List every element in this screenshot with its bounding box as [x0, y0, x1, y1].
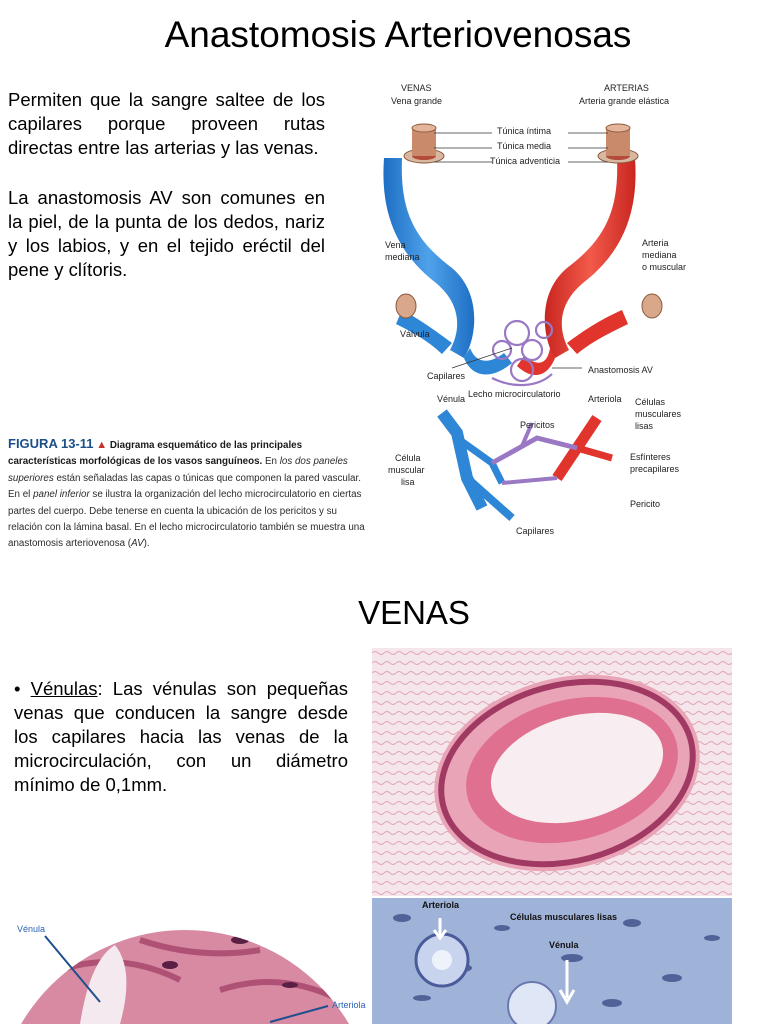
figure-triangle-icon: ▲ [96, 439, 108, 451]
label-arteria-grande: Arteria grande elástica [579, 96, 670, 106]
label-celula-lisa-1: Célula [395, 453, 421, 463]
label-capilares-bottom: Capilares [516, 526, 555, 536]
bullet-venulas [14, 677, 348, 797]
label-lecho-microcirculatorio: Lecho microcirculatorio [468, 389, 561, 399]
label-venula-left: Vénula [17, 924, 46, 934]
figure-caption [8, 436, 370, 553]
histology-circle-image [0, 910, 372, 1024]
figure-heading: Diagrama esquemático de las principales características morfológicas de los vasos sanguíneos. [8, 440, 303, 468]
label-vena-mediana-1: Vena [385, 240, 406, 250]
slide-title-anastomosis: Anastomosis Arteriovenosas [164, 14, 632, 55]
label-pericito: Pericito [630, 499, 661, 509]
figure-italic-1: los dos paneles superiores [8, 456, 348, 484]
label-celulas-musculares-lisas: Células musculares lisas [510, 912, 618, 922]
label-tunica-intima: Túnica íntima [497, 126, 552, 136]
label-venas: VENAS [401, 83, 432, 93]
histology-venule-image [372, 648, 732, 896]
label-esfinteres-2: precapilares [630, 464, 680, 474]
figure-number: FIGURA 13-11 [8, 436, 94, 451]
label-tunica-media: Túnica media [497, 141, 552, 151]
label-vena-grande: Vena grande [391, 96, 443, 106]
artery-branch-shape [567, 310, 628, 354]
label-venula: Vénula [437, 394, 466, 404]
figure-body-2: están señaladas las capas o túnicas que componen la pared vascular. En el [8, 472, 361, 501]
label-arteria-mediana-1: Arteria [642, 238, 669, 248]
label-celulas-3: lisas [635, 421, 654, 431]
bullet-dot: • [14, 678, 31, 699]
label-anastomosis-av: Anastomosis AV [588, 365, 653, 375]
bullet-text: : Las vénulas son pequeñas venas que conducen la sangre desde los capilares hacia las venas de la microcirculación, con un diámetro mínimo de 0,1mm. [14, 678, 348, 795]
label-arteriola-left: Arteriola [332, 1000, 366, 1010]
label-esfinteres-1: Esfínteres [630, 452, 671, 462]
label-venula-micro: Vénula [549, 940, 579, 950]
paragraph-locations: La anastomosis AV son comunes en la piel, de la punta de los dedos, nariz y los labios, y en el tejido eréctil del pene y clítoris. [8, 187, 325, 280]
label-pericitos: Pericitos [520, 420, 555, 430]
label-arteriola: Arteriola [588, 394, 622, 404]
label-celula-lisa-2: muscular [388, 465, 425, 475]
label-vena-mediana-2: mediana [385, 252, 420, 262]
figure-body-3: se ilustra la organización del lecho microcirculatorio en ciertas partes del cuerpo. Debe tenerse en cuenta la ubicación de los pericitos y su relación con la lámina basal. En el lecho microcirculatorio también se muestra una anastomosis arteriovenosa ( [8, 489, 365, 550]
label-celulas-1: Células [635, 397, 666, 407]
label-celulas-2: musculares [635, 409, 682, 419]
label-capilares: Capilares [427, 371, 466, 381]
label-arterias: ARTERIAS [604, 83, 649, 93]
paragraph-intro: Permiten que la sangre saltee de los capilares porque proveen rutas directas entre las arterias y las venas. [8, 89, 325, 158]
label-arteria-mediana-2: mediana [642, 250, 677, 260]
label-valvula: Válvula [400, 329, 430, 339]
figure-body-1: En [262, 456, 280, 468]
figure-body-4: ). [143, 538, 150, 550]
label-arteriola-micro: Arteriola [422, 900, 460, 910]
capillary-network [492, 321, 552, 385]
bullet-term: Vénulas [30, 678, 98, 699]
slide-title-venas: VENAS [358, 594, 470, 631]
figure-italic-2: panel inferior [33, 489, 90, 501]
label-celula-lisa-3: lisa [401, 477, 415, 487]
label-arteria-mediana-3: o muscular [642, 262, 687, 272]
label-tunica-adventicia: Túnica adventicia [490, 156, 561, 166]
figure-italic-3: AV [131, 538, 144, 550]
